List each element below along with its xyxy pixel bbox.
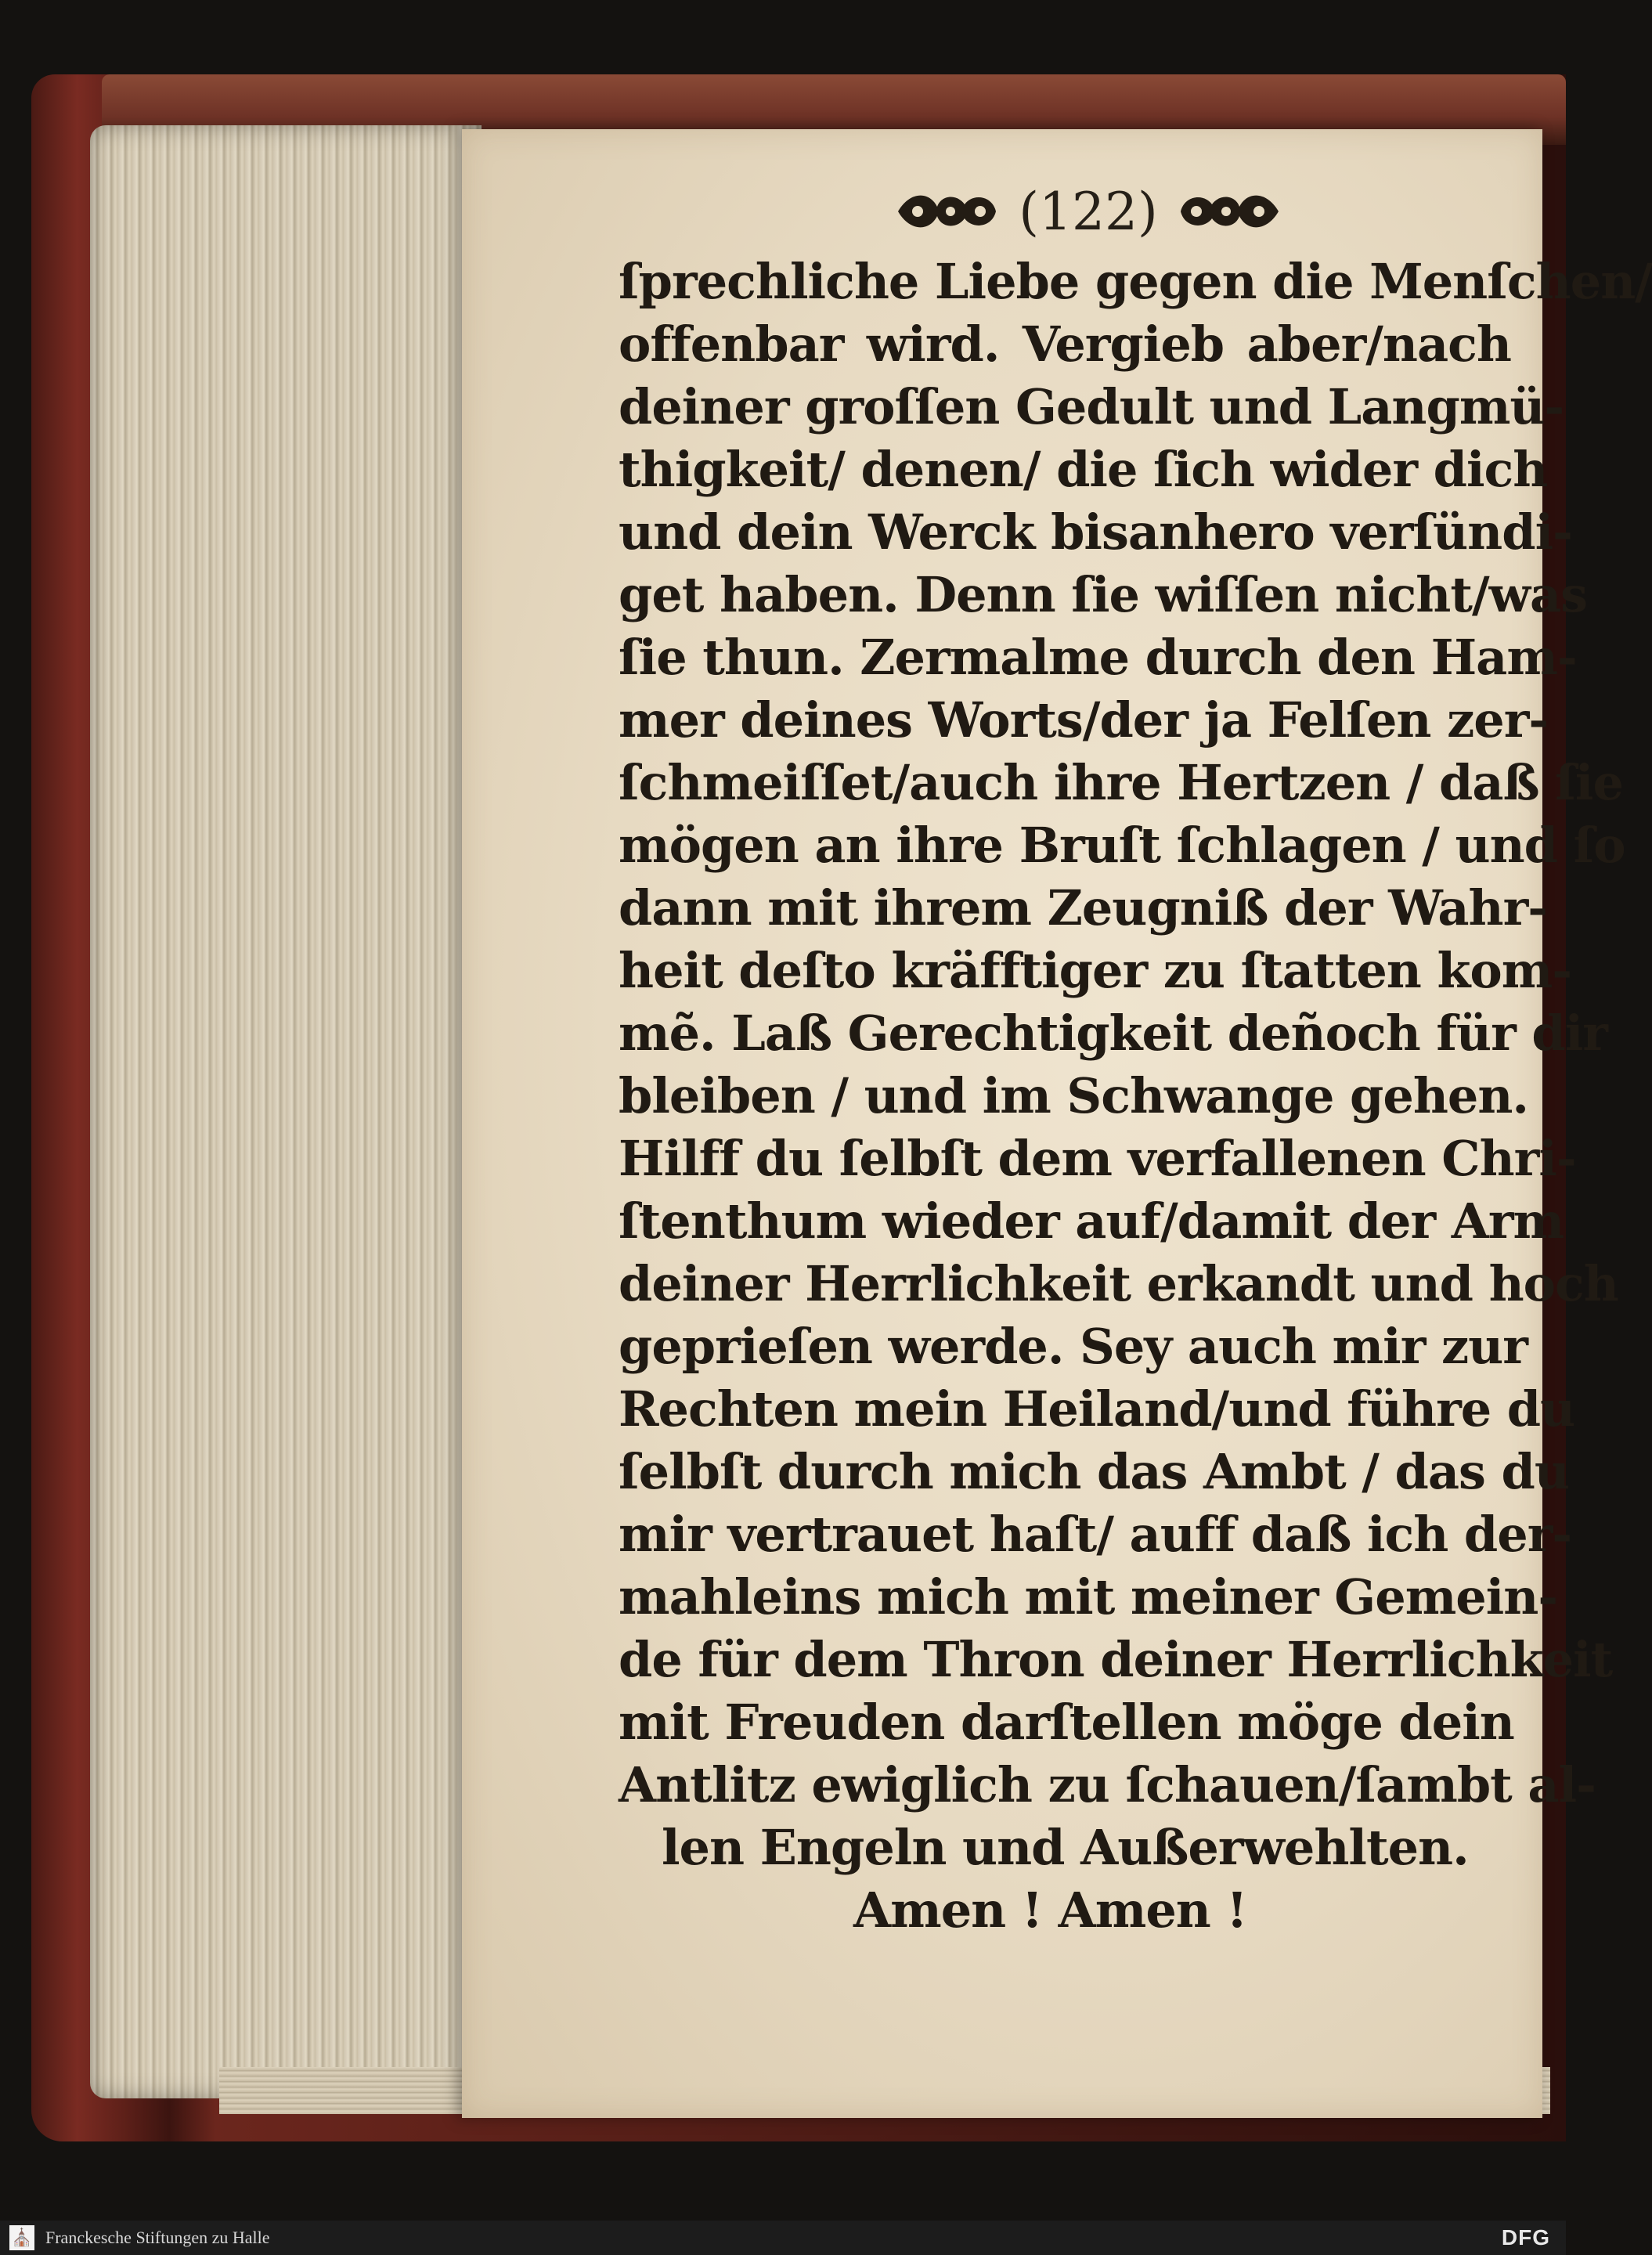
institution-name: Franckesche Stiftungen zu Halle <box>45 2228 270 2247</box>
foundation-logo-icon: ⛪ <box>9 2225 34 2250</box>
page-edges-stack <box>90 125 482 2098</box>
dfg-badge: DFG <box>1501 2225 1550 2250</box>
text-line: mir vertrauet haſt/ auff daß ich der- <box>619 1506 1572 1563</box>
text-line: bleiben / und im Schwange gehen. <box>619 1067 1529 1124</box>
text-line: und dein Werck bisanhero verſündi- <box>619 503 1572 561</box>
text-line: get haben. Denn ſie wiſſen nicht/was <box>619 566 1588 623</box>
text-line: Antlitz ewiglich zu ſchauen/ſambt al- <box>619 1756 1596 1813</box>
text-line: ſchmeiſſet/auch ihre Hertzen / daß ſie <box>619 754 1623 811</box>
text-line: mẽ. Laß Gerechtigkeit deñoch für dir <box>619 1005 1607 1062</box>
page-number: (122) <box>1019 181 1158 242</box>
text-line: de für dem Thron deiner Herrlichkeit <box>619 1631 1613 1688</box>
text-line: mit Freuden darſtellen möge dein <box>619 1694 1514 1751</box>
text-line: Amen ! Amen ! <box>853 1882 1247 1939</box>
text-line: ſprechliche Liebe gegen die Menſchen/ <box>619 253 1652 310</box>
text-line: dann mit ihrem Zeugniß der Wahr- <box>619 879 1547 936</box>
text-line: deiner groſſen Gedult und Langmü- <box>619 378 1564 435</box>
text-line: mahleins mich mit meiner Gemein- <box>619 1568 1558 1625</box>
text-line: deiner Herrlichkeit erkandt und hoch <box>619 1255 1618 1312</box>
text-line: ſelbſt durch mich das Ambt / das du <box>619 1443 1569 1500</box>
text-line: geprieſen werde. Sey auch mir zur <box>619 1318 1528 1375</box>
text-line: mögen an ihre Bruſt ſchlagen / und ſo <box>619 817 1625 874</box>
right-ornament-icon <box>1177 187 1282 236</box>
text-line: Hilff du ſelbſt dem verfallenen Chri- <box>619 1130 1576 1187</box>
page-body-text <box>619 251 1652 1942</box>
text-line: mer deines Worts/der ja Felſen zer- <box>619 691 1549 749</box>
text-line: heit deſto kräfftiger zu ſtatten kom- <box>619 942 1572 999</box>
text-line: ſtenthum wieder auf/damit der Arm <box>619 1192 1564 1250</box>
text-line: thigkeit/ denen/ die ſich wider dich <box>619 441 1548 498</box>
text-line: len Engeln und Außerwehlten. <box>662 1819 1469 1876</box>
page-header <box>900 176 1276 247</box>
text-line: Rechten mein Heiland/und führe du <box>619 1380 1575 1438</box>
left-ornament-icon <box>894 187 1000 236</box>
viewer-footer <box>0 2221 1566 2255</box>
text-line: offenbar wird. Vergieb aber/nach <box>619 316 1511 373</box>
text-line: ſie thun. Zermalme durch den Ham- <box>619 629 1577 686</box>
